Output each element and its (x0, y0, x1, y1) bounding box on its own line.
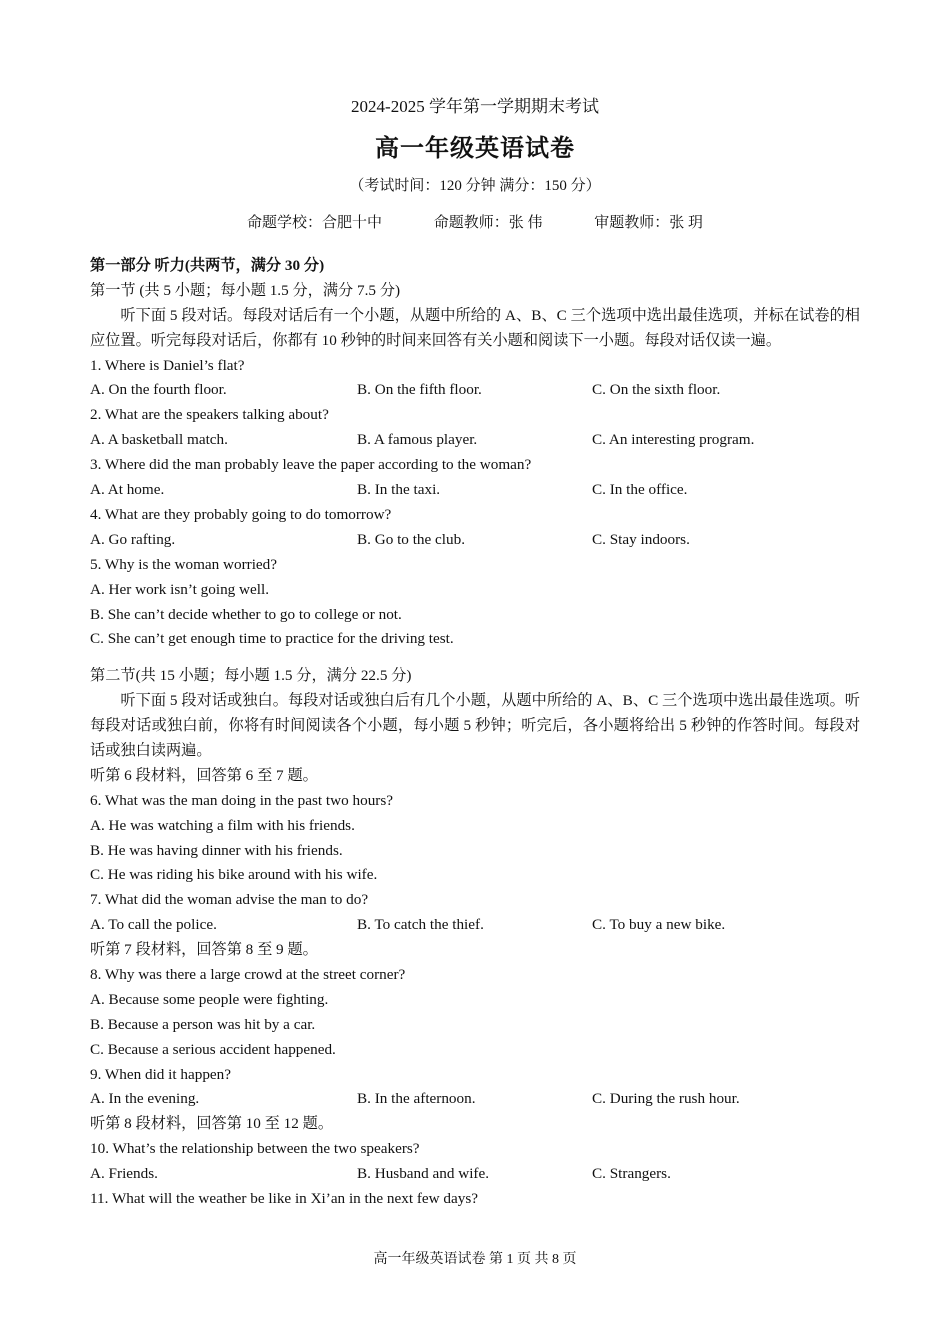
material-7-note: 听第 7 段材料，回答第 8 至 9 题。 (90, 941, 318, 959)
question-3-options (90, 478, 860, 503)
option-b: B. To catch the thief. (357, 916, 484, 934)
exam-authors (0, 211, 950, 232)
exam-subtitle: 2024-2025 学年第一学期期末考试 (351, 97, 599, 116)
question-9: 9. When did it happen? (90, 1065, 232, 1083)
question-5: 5. Why is the woman worried? (90, 555, 277, 573)
option-c: C. He was riding his bike around with his wife. (90, 866, 378, 884)
part1-heading: 第一部分 听力(共两节，满分 30 分) (90, 257, 325, 274)
exam-time-info: （考试时间：120 分钟 满分：150 分） (349, 178, 601, 194)
option-a: A. He was watching a film with his friends. (90, 816, 355, 834)
exam-school: 命题学校：合肥十中 (246, 215, 382, 231)
question-11: 11. What will the weather be like in Xi’an in the next few days? (90, 1190, 478, 1208)
question-9-options (90, 1087, 860, 1112)
option-c: C. Because a serious accident happened. (90, 1040, 336, 1058)
option-c: C. On the sixth floor. (592, 381, 721, 399)
option-c: C. An interesting program. (592, 431, 755, 449)
option-b: B. Husband and wife. (357, 1165, 490, 1183)
question-1-options (90, 378, 860, 403)
option-b: B. Go to the club. (357, 530, 465, 548)
question-1: 1. Where is Daniel’s flat? (90, 356, 245, 374)
option-c: C. During the rush hour. (592, 1090, 740, 1108)
option-c: C. To buy a new bike. (592, 916, 726, 934)
question-7-options (90, 913, 860, 938)
option-a: A. To call the police. (90, 916, 217, 934)
section1-instructions: 听下面 5 段对话。每段对话后有一个小题，从题中所给的 A、B、C 三个选项中选出最佳选项，并标在试卷的相应位置。听完每段对话后，你都有 10 秒钟的时间来回答有关小题和阅读下一小题。每段对话仅读一遍。 (90, 306, 860, 349)
option-a: A. Friends. (90, 1165, 158, 1183)
option-b: B. In the afternoon. (357, 1090, 476, 1108)
question-4: 4. What are they probably going to do tomorrow? (90, 505, 392, 523)
question-6: 6. What was the man doing in the past two hours? (90, 791, 393, 809)
question-2: 2. What are the speakers talking about? (90, 406, 329, 424)
page-footer: 高一年级英语试卷 第 1 页 共 8 页 (373, 1252, 577, 1267)
section1-heading: 第一节 (共 5 小题；每小题 1.5 分，满分 7.5 分) (90, 281, 401, 299)
option-a: A. At home. (90, 481, 165, 499)
option-b: B. Because a person was hit by a car. (90, 1015, 316, 1033)
option-b: B. In the taxi. (357, 481, 441, 499)
exam-title: 高一年级英语试卷 (375, 136, 575, 162)
option-a: A. In the evening. (90, 1090, 200, 1108)
question-10: 10. What’s the relationship between the two speakers? (90, 1140, 420, 1158)
option-a: A. Her work isn’t going well. (90, 580, 269, 598)
material-8-note: 听第 8 段材料，回答第 10 至 12 题。 (90, 1115, 333, 1133)
option-b: B. On the fifth floor. (357, 381, 482, 399)
option-c: C. Stay indoors. (592, 530, 690, 548)
option-c: C. Strangers. (592, 1165, 671, 1183)
option-a: A. On the fourth floor. (90, 381, 227, 399)
option-a: A. A basketball match. (90, 431, 228, 449)
exam-reviewer: 审题教师：张 玥 (594, 215, 704, 231)
exam-body (90, 254, 860, 1212)
question-7: 7. What did the woman advise the man to do? (90, 891, 369, 909)
option-a: A. Go rafting. (90, 530, 176, 548)
option-b: B. A famous player. (357, 431, 478, 449)
exam-teacher: 命题教师：张 伟 (433, 215, 543, 231)
option-a: A. Because some people were fighting. (90, 990, 329, 1008)
question-2-options (90, 428, 860, 453)
option-c: C. In the office. (592, 481, 688, 499)
section2-heading: 第二节(共 15 小题；每小题 1.5 分，满分 22.5 分) (90, 667, 412, 685)
material-6-note: 听第 6 段材料，回答第 6 至 7 题。 (90, 766, 318, 784)
question-4-options (90, 528, 860, 553)
option-b: B. She can’t decide whether to go to college or not. (90, 605, 402, 623)
question-10-options (90, 1162, 860, 1187)
section2-instructions: 听下面 5 段对话或独白。每段对话或独白后有几个小题，从题中所给的 A、B、C 三个选项中选出最佳选项。听每段对话或独白前，你将有时间阅读各个小题，每小题 5 秒钟；听完后，各小题将给出 5 秒钟的作答时间。每段对话或独白读两遍。 (90, 692, 861, 759)
option-c: C. She can’t get enough time to practice for the driving test. (90, 630, 454, 648)
question-3: 3. Where did the man probably leave the paper according to the woman? (90, 456, 532, 474)
question-8: 8. Why was there a large crowd at the street corner? (90, 966, 406, 984)
option-b: B. He was having dinner with his friends. (90, 841, 343, 859)
